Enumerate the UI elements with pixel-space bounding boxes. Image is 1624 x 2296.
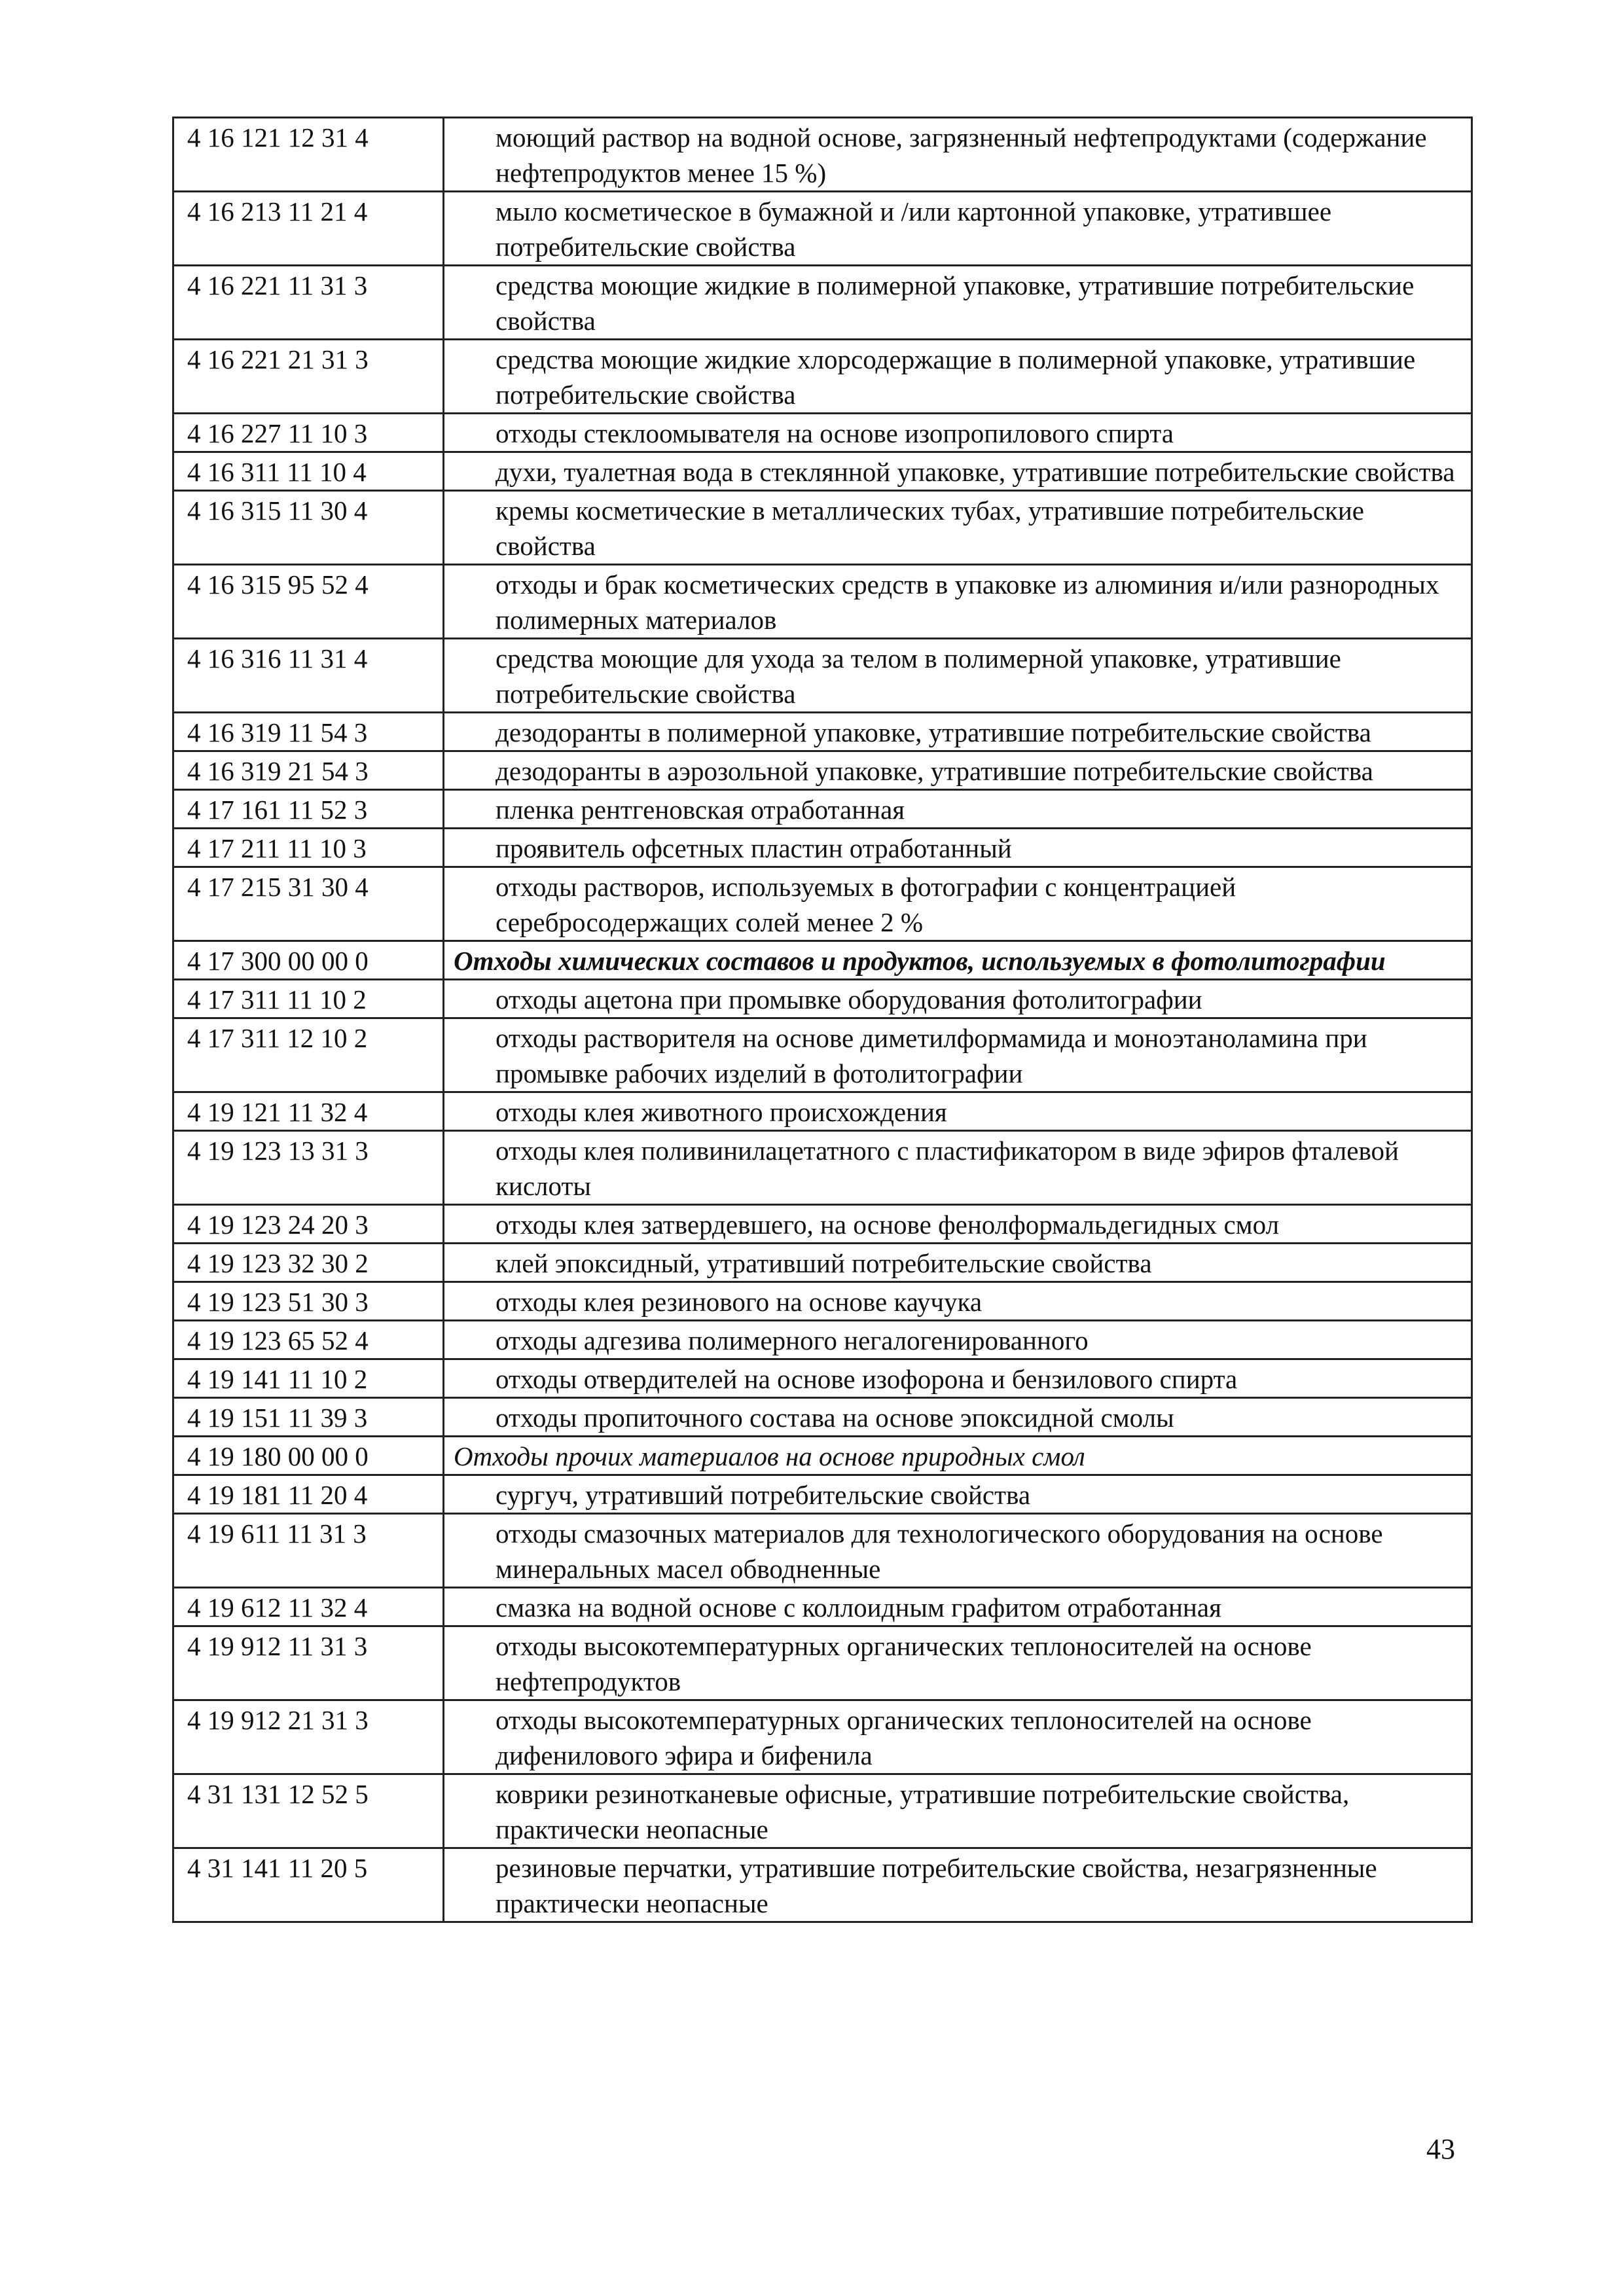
waste-code-cell: 4 17 300 00 00 0 <box>173 941 444 980</box>
table-row <box>173 266 1472 340</box>
table-row <box>173 1588 1472 1626</box>
waste-description-cell: Отходы химических составов и продуктов, используемых в фотолитографии <box>444 941 1472 980</box>
waste-description-cell: отходы и брак косметических средств в упаковке из алюминия и/или разнородных полимерных материалов <box>444 565 1472 639</box>
waste-description-cell: мыло косметическое в бумажной и /или картонной упаковке, утратившее потребительские свойства <box>444 192 1472 266</box>
table-row <box>173 1398 1472 1437</box>
waste-description-cell: духи, туалетная вода в стеклянной упаковке, утратившие потребительские свойства <box>444 452 1472 491</box>
waste-code-cell: 4 16 213 11 21 4 <box>173 192 444 266</box>
waste-description-cell: Отходы прочих материалов на основе природных смол <box>444 1437 1472 1475</box>
waste-description-cell: отходы растворителя на основе диметилформамида и моноэтаноламина при промывке рабочих изделий в фотолитографии <box>444 1018 1472 1092</box>
table-row <box>173 713 1472 751</box>
table-row <box>173 1131 1472 1205</box>
table-row <box>173 414 1472 452</box>
table-row <box>173 340 1472 414</box>
table-row <box>173 1514 1472 1588</box>
table-row <box>173 1018 1472 1092</box>
waste-description-cell: отходы смазочных материалов для технологического оборудования на основе минеральных масел обводненные <box>444 1514 1472 1588</box>
section-heading-row <box>173 941 1472 980</box>
table-row <box>173 565 1472 639</box>
waste-description-cell: коврики резинотканевые офисные, утратившие потребительские свойства, практически неопасные <box>444 1774 1472 1848</box>
waste-description-cell: средства моющие жидкие в полимерной упаковке, утратившие потребительские свойства <box>444 266 1472 340</box>
table-row <box>173 1244 1472 1282</box>
waste-code-cell: 4 16 319 21 54 3 <box>173 751 444 790</box>
waste-code-cell: 4 16 319 11 54 3 <box>173 713 444 751</box>
table-row <box>173 491 1472 565</box>
table-row <box>173 867 1472 941</box>
waste-description-cell: отходы пропиточного состава на основе эпоксидной смолы <box>444 1398 1472 1437</box>
waste-description-cell: отходы высокотемпературных органических теплоносителей на основе дифенилового эфира и бифенила <box>444 1700 1472 1774</box>
waste-code-cell: 4 19 612 11 32 4 <box>173 1588 444 1626</box>
waste-code-cell: 4 16 315 95 52 4 <box>173 565 444 639</box>
page-number: 43 <box>1426 2133 1455 2165</box>
waste-description-cell: резиновые перчатки, утратившие потребительские свойства, незагрязненные практически неопасные <box>444 1848 1472 1922</box>
table-row <box>173 829 1472 867</box>
waste-description-cell: отходы клея поливинилацетатного с пластификатором в виде эфиров фталевой кислоты <box>444 1131 1472 1205</box>
table-row <box>173 118 1472 192</box>
waste-description-cell: клей эпоксидный, утративший потребительские свойства <box>444 1244 1472 1282</box>
waste-description-cell: отходы стеклоомывателя на основе изопропилового спирта <box>444 414 1472 452</box>
table-row <box>173 192 1472 266</box>
waste-description-cell: средства моющие жидкие хлорсодержащие в полимерной упаковке, утратившие потребительские свойства <box>444 340 1472 414</box>
waste-description-cell: отходы растворов, используемых в фотографии с концентрацией серебросодержащих солей менее 2 % <box>444 867 1472 941</box>
waste-code-cell: 4 19 181 11 20 4 <box>173 1475 444 1514</box>
waste-code-cell: 4 19 912 11 31 3 <box>173 1626 444 1700</box>
waste-code-cell: 4 19 123 13 31 3 <box>173 1131 444 1205</box>
table-row <box>173 1774 1472 1848</box>
waste-code-cell: 4 31 141 11 20 5 <box>173 1848 444 1922</box>
waste-code-cell: 4 19 121 11 32 4 <box>173 1092 444 1131</box>
waste-code-cell: 4 16 121 12 31 4 <box>173 118 444 192</box>
waste-description-cell: дезодоранты в полимерной упаковке, утратившие потребительские свойства <box>444 713 1472 751</box>
table-row <box>173 1626 1472 1700</box>
waste-description-cell: отходы ацетона при промывке оборудования фотолитографии <box>444 980 1472 1018</box>
waste-code-cell: 4 19 123 32 30 2 <box>173 1244 444 1282</box>
waste-code-cell: 4 19 912 21 31 3 <box>173 1700 444 1774</box>
waste-description-cell: дезодоранты в аэрозольной упаковке, утратившие потребительские свойства <box>444 751 1472 790</box>
table-row <box>173 751 1472 790</box>
waste-code-table <box>172 117 1473 1923</box>
table-row <box>173 1475 1472 1514</box>
waste-description-cell: пленка рентгеновская отработанная <box>444 790 1472 829</box>
section-heading-row <box>173 1437 1472 1475</box>
waste-code-cell: 4 17 161 11 52 3 <box>173 790 444 829</box>
table-row <box>173 1092 1472 1131</box>
table-row <box>173 980 1472 1018</box>
waste-code-cell: 4 19 151 11 39 3 <box>173 1398 444 1437</box>
waste-code-cell: 4 16 316 11 31 4 <box>173 639 444 713</box>
waste-description-cell: отходы отвердителей на основе изофорона и бензилового спирта <box>444 1359 1472 1398</box>
table-row <box>173 452 1472 491</box>
waste-code-cell: 4 16 315 11 30 4 <box>173 491 444 565</box>
table-row <box>173 1359 1472 1398</box>
waste-description-cell: смазка на водной основе с коллоидным графитом отработанная <box>444 1588 1472 1626</box>
waste-description-cell: средства моющие для ухода за телом в полимерной упаковке, утратившие потребительские свойства <box>444 639 1472 713</box>
table-row <box>173 1321 1472 1359</box>
waste-description-cell: отходы высокотемпературных органических теплоносителей на основе нефтепродуктов <box>444 1626 1472 1700</box>
waste-description-cell: отходы адгезива полимерного негалогенированного <box>444 1321 1472 1359</box>
table-row <box>173 1700 1472 1774</box>
waste-description-cell: сургуч, утративший потребительские свойства <box>444 1475 1472 1514</box>
waste-description-cell: моющий раствор на водной основе, загрязненный нефтепродуктами (содержание нефтепродуктов менее 15 %) <box>444 118 1472 192</box>
table-row <box>173 639 1472 713</box>
waste-code-cell: 4 17 311 12 10 2 <box>173 1018 444 1092</box>
waste-description-cell: отходы клея резинового на основе каучука <box>444 1282 1472 1321</box>
waste-description-cell: проявитель офсетных пластин отработанный <box>444 829 1472 867</box>
waste-code-cell: 4 19 141 11 10 2 <box>173 1359 444 1398</box>
waste-description-cell: отходы клея животного происхождения <box>444 1092 1472 1131</box>
waste-code-cell: 4 19 611 11 31 3 <box>173 1514 444 1588</box>
waste-code-cell: 4 17 211 11 10 3 <box>173 829 444 867</box>
waste-code-cell: 4 16 221 21 31 3 <box>173 340 444 414</box>
table-row <box>173 1848 1472 1922</box>
waste-code-cell: 4 17 215 31 30 4 <box>173 867 444 941</box>
waste-description-cell: кремы косметические в металлических тубах, утратившие потребительские свойства <box>444 491 1472 565</box>
waste-code-cell: 4 16 221 11 31 3 <box>173 266 444 340</box>
waste-code-cell: 4 16 227 11 10 3 <box>173 414 444 452</box>
waste-description-cell: отходы клея затвердевшего, на основе фенолформальдегидных смол <box>444 1205 1472 1244</box>
table-row <box>173 1205 1472 1244</box>
table-body <box>173 118 1472 1922</box>
waste-code-cell: 4 19 180 00 00 0 <box>173 1437 444 1475</box>
waste-code-cell: 4 17 311 11 10 2 <box>173 980 444 1018</box>
waste-code-cell: 4 19 123 65 52 4 <box>173 1321 444 1359</box>
waste-code-cell: 4 19 123 51 30 3 <box>173 1282 444 1321</box>
waste-code-cell: 4 31 131 12 52 5 <box>173 1774 444 1848</box>
table-row <box>173 1282 1472 1321</box>
waste-code-cell: 4 16 311 11 10 4 <box>173 452 444 491</box>
table-row <box>173 790 1472 829</box>
waste-code-cell: 4 19 123 24 20 3 <box>173 1205 444 1244</box>
